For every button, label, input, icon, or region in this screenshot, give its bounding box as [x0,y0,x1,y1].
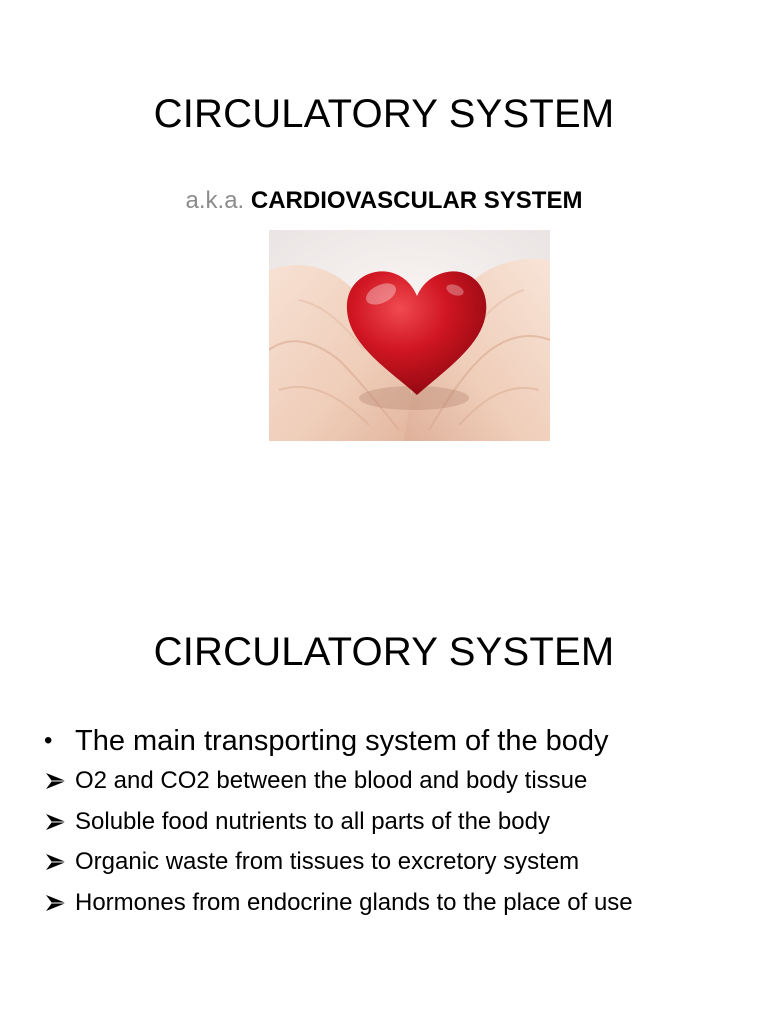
sub-bullet-text: Organic waste from tissues to excretory system [75,848,580,875]
sub-bullet-text: O2 and CO2 between the blood and body tissue [75,767,588,794]
slide-2-title: CIRCULATORY SYSTEM [153,630,615,674]
subtitle-bold: CARDIOVASCULAR SYSTEM [250,187,583,214]
slide-1-title: CIRCULATORY SYSTEM [153,92,615,136]
arrow-bullet-icon [45,813,67,831]
subtitle-prefix: a.k.a. [185,187,245,214]
bullet-dot-icon: • [44,727,53,754]
bullet-list [44,721,744,923]
arrow-bullet-icon [45,894,67,912]
slide-2 [0,512,768,1024]
slide-1-subtitle [0,187,768,215]
arrow-bullet-icon [45,772,67,790]
main-bullet [44,721,744,761]
sub-bullet-text: Hormones from endocrine glands to the place of use [75,888,633,916]
sub-bullet [44,842,744,883]
sub-bullet [44,883,744,924]
sub-bullet-text: Soluble food nutrients to all parts of the body [75,807,550,835]
main-bullet-text: The main transporting system of the body [75,725,609,757]
sub-bullet [44,802,744,843]
arrow-bullet-icon [45,853,67,871]
heart-in-hands-photo [269,230,550,441]
sub-bullet [44,761,744,802]
